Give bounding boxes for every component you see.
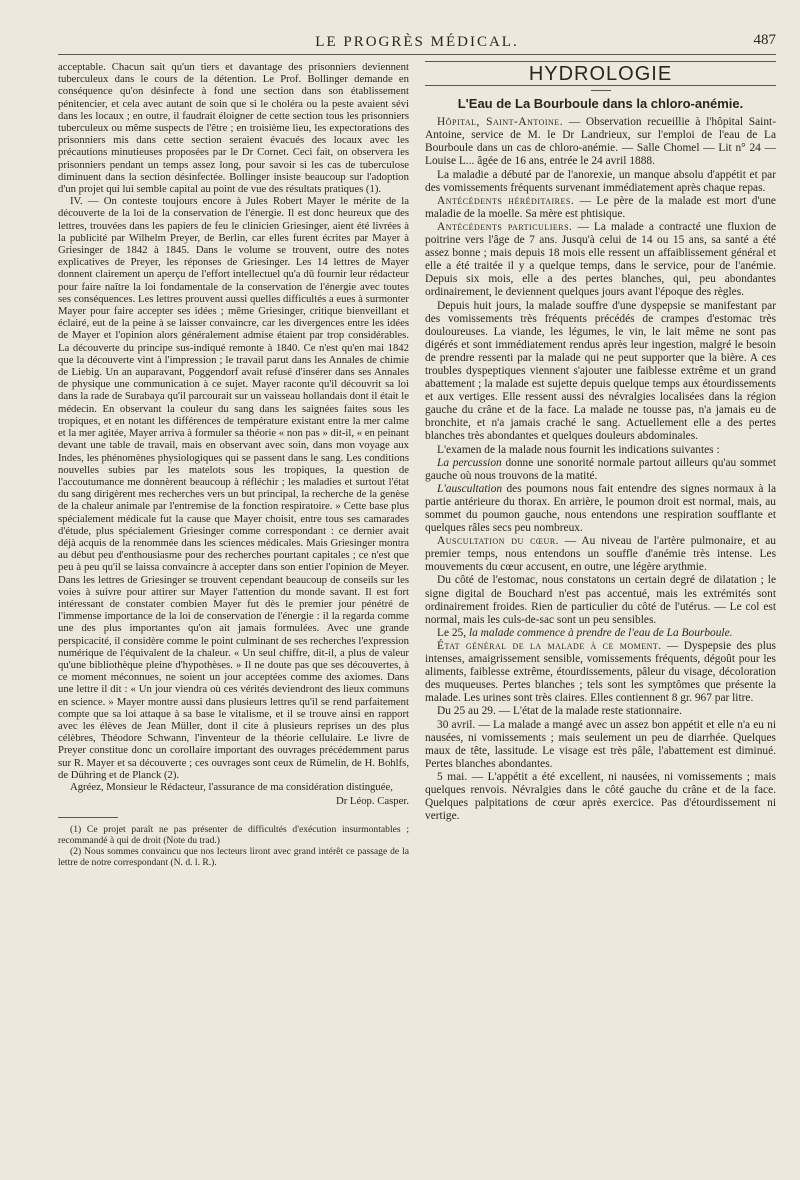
paragraph-percussion — [425, 457, 776, 483]
heading-rule — [591, 90, 611, 91]
paragraph-debut: La maladie a débuté par de l'anorexie, un manque absolu d'appétit et par des vomissements fréquents survenant immédiatement après chaque repas. — [425, 168, 776, 194]
paragraph-particuliers — [425, 221, 776, 300]
intro-text: — Observation recueillie à l'hôpital Saint-Antoine, service de M. le Dr Landrieux, sur l'emploi de l'eau de La Bourboule dans un cas de chloro-anémie. — Salle Chomel — Lit n° 24 — Louise L... âgée de 16 ans, entrée le 24 avril 1888. — [425, 116, 777, 168]
auscultation-text: des poumons nous fait entendre des signes normaux à la partie antérieure du thorax. En arrière, le poumon droit est normal, mais, au sommet du poumon gauche, nous entendons une respiration soufflante et quelques râles secs peu nombreux. — [425, 482, 776, 535]
label-auscultation: L'auscultation — [437, 482, 503, 495]
coeur-text: — Au niveau de l'artère pulmonaire, et au premier temps, nous entendons un souffle d'anémie très intense. Les mouvements du cœur accusent, en outre, une légère arythmie. — [425, 535, 776, 574]
paragraph-examen: L'examen de la malade nous fournit les indications suivantes : — [437, 443, 720, 456]
right-column — [425, 61, 776, 868]
paragraph-huit-jours: Depuis huit jours, la malade souffre d'une dyspepsie se manifestant par des vomissements très fréquents précédés de crampes d'estomac très douloureuses. La viande, les légumes, le vin, le lait même ne sont pas digérés et sont immédiatement rendus après leur ingestion, malgré le besoin de prendre ressenti par la malade qui ne peut supporter que la bière. A ces troubles dyspeptiques viennent s'ajouter une faiblesse extrême et un grand abattement ; la malade est sujette depuis quelque temps aux étourdissements et aux vertiges. Elle ressent aussi des névralgies localisées dans la région gauche du crâne et de la face. La malade ne tousse pas, n'a jamais eu de bronchite, et n'a jamais craché le sang. Actuellement elle a des pertes blanches très abondantes et quelques douleurs abdominales. — [425, 299, 776, 443]
page-number: 487 — [753, 32, 776, 48]
paragraph-le-25 — [425, 627, 776, 640]
paragraph-intro — [425, 116, 776, 168]
paragraph-mayer: IV. — On conteste toujours encore à Jules Robert Mayer le mérite de la découverte de la loi de la conservation de l'énergie. Il est donc heureux que des lettres, trouvées dans les papiers de feu le clinicien Griesinger, aient été livrées à la publicité par Wilhelm Preyer, de Berlin, car elles furent écrites par Mayer à Griesinger de 1842 à 1845. Dans le volume se trouvent, outre des notes explicatives de Preyer, les réponses de Griesinger. Les 14 lettres de Mayer donnent clairement un aperçu de l'effort intellectuel qu'a dû fournir leur rédacteur pour faire naître la loi fondamentale de la conservation de l'énergie avec toutes ses conséquences. Les lettres prouvent aussi quelles difficultés a eues à surmonter Mayer pour faire accepter ses idées ; même Griesinger, critique bienveillant et éclairé, eut de la peine à se laisser convaincre, car les divergences entre les idées de Mayer et l'opinion alors généralement admise étaient par trop considérables. La découverte du principe sus-indiqué remonte à 1840. Ce n'est qu'en mai 1842 que la découverte vint à l'impression ; le travail parut dans les Annales de chimie de Liebig. Un an auparavant, Poggendorf avait refusé d'insérer dans ses Annales de physique une communication à ce sujet. Mayer raconte qu'il découvrit sa loi dans la rade de Surabaya qu'il parcourait sur un vaisseau hollandais dont il était le médecin. En observant la couleur du sang dans les saignées faites sous les tropiques, et en notant les différences de température existant entre la mer calme et la mer agitée, Mayer arriva à formuler sa théorie « non pas » dit-il, « en peinant devant une table de travail, mais en observant avec soin, dans mon voyage aux Indes, les phénomènes physiologiques qui se passent dans le sang. Les conditions nouvelles subies par les matelots sous les tropiques, la question de l'accoutumance me donnèrent beaucoup à réfléchir ; les maladies et surtout l'état du sang dirigèrent mes recherches vers un but principal, la recherche de la genèse de la chaleur animale par l'entremise de la fonction respiratoire. » Cette base plus spécialement médicale fut la cause que Mayer choisit, entre tous ses camarades d'étude, plus spécialement Griesinger comme correspondant : ce dernier avait déjà acquis de la renommée dans les sciences médicales. Mais Griesinger montra au début peu d'enthousiasme pour des recherches pourtant capitales ; ce n'est que peu à peu qu'il se laissa convaincre à accepter dans son entier l'opinion de Meyer. Dans les lettres de Griesinger se trouvent cependant beaucoup de conseils sur les voies à suivre pour attirer sur Mayer l'attention du monde savant. Il est fort intéressant de constater combien Mayer fut dès le premier jour pénétré de l'immense importance de la loi de conservation de l'énergie : il la regarda comme une des plus importantes qu'on ait jamais formulées. Avec une grande perspicacité, il considère comme le point culminant de ses recherches l'expression numérique de l'équivalent de la chaleur. « Un seul chiffre, dit-il, a plus de valeur qu'une bibliothèque pleine d'hypothèses. » Il ne doute pas que ses découvertes, à ce moment méconnues, ne soient un jour acceptées comme des axiomes. Dans une lettre il dit : « Un jour viendra où ces vérités deviendront des lieux communs en science. » Mayer montre aussi dans plusieurs lettres qu'il se rend parfaitement compte que sa loi attaque à sa base le vitalisme, et il se trouve ainsi en rapport avec les élèves de Jean Müller, dont il cite à plusieurs reprises un des plus célèbres, Théodore Schwann, l'inventeur de la théorie cellulaire. Le livre de Preyer constitue donc un corollaire important des ouvrages précédemment parus sur R. Mayer et sa découverte ; ces ouvrages sont ceux de Rümelin, de H. Bohlfs, de Dühring et de Planck (2). — [58, 195, 409, 781]
running-title: LE PROGRÈS MÉDICAL. — [315, 34, 519, 50]
etat-general-text: — Dyspepsie des plus intenses, amaigrissement sensible, vomissements fréquents, dégoût pour les aliments, faiblesse extrême, étourdissements, pâleur du visage, décoloration des muqueuses. Pertes blanches ; tels sont les symptômes que présente la malade. Les urines sont très claires. Elles contiennent 8 gr. 967 par litre. — [425, 639, 776, 705]
paragraph-prisoners: acceptable. Chacun sait qu'un tiers et davantage des prisonniers deviennent tuberculeux dans le cours de la détention. Le Prof. Bollinger demande en conséquence qu'on désinfecte à fond une section dans son établissement pénitencier, et cela avec autant de soin que si le choléra ou la peste avaient sévi dans les locaux ; en outre, il faudrait éloigner de cette section tous les prisonniers tuberculeux ou même suspects de l'être ; en troisième lieu, les expectorations des prisonniers mis dans cette section seraient évacués des locaux avec les précautions minutieuses proposées par le Dr Cornet. Ceci fait, on observera les prisonniers pendant un temps assez long, pour savoir si les cas de tuberculose diminuent dans la section désinfectée. Bollinger insiste beaucoup sur l'adoption d'un projet qui lui semble capital au point de vue des résultats pratiques (1). — [58, 61, 409, 196]
label-percussion: La percussion — [437, 456, 502, 469]
paragraph-coeur — [425, 535, 776, 574]
paragraph-hereditaires — [425, 195, 776, 221]
label-coeur: Auscultation du cœur. — [437, 535, 560, 548]
hereditaires-text: — Le père de la malade est mort d'une maladie de la moelle. Sa mère est phtisique. — [425, 194, 776, 220]
le25-date: Le 25, — [437, 626, 467, 639]
paragraph-du-25-au-29: Du 25 au 29. — L'état de la malade reste stationnaire. — [437, 705, 682, 718]
two-column-body — [58, 61, 776, 868]
footnote-2: (2) Nous sommes convaincu que nos lecteurs liront avec grand intérêt ce passage de la lettre de notre correspondant (N. d. l. R.). — [58, 846, 409, 869]
footnote-1: (1) Ce projet paraît ne pas présenter de difficultés d'exécution insurmontables ; recommandé à qui de droit (Note du trad.) — [58, 824, 409, 847]
particuliers-text: — La malade a contracté une fluxion de poitrine vers l'âge de 7 ans. Jusqu'à celui de 14 ou 15 ans, sa santé a été assez bonne ; mais depuis 18 mois elle ressent un affaiblissement général et elle a été traitée il y a quelque temps, dans le service, pour de l'anémie. Depuis six mois, elle a des pertes blanches, qui, peu abondantes ordinairement, le deviennent quelques jours avant l'époque des règles. — [425, 220, 776, 299]
section-heading: HYDROLOGIE — [425, 61, 776, 86]
signature: Dr Léop. Casper. — [335, 795, 409, 808]
paragraph-30-avril: 30 avril. — La malade a mangé avec un assez bon appétit et elle n'a eu ni nausées, ni vomissements ; mais seulement un peu de diarrhée. Quelques maux de tête, lassitude. Le visage est très pâle, l'abattement est diminué. Pertes blanches abondantes. — [425, 718, 776, 770]
label-hereditaires: Antécédents héréditaires. — [437, 194, 575, 207]
label-hopital: Hôpital, Saint-Antoine. — [437, 116, 564, 129]
paragraph-estomac: Du côté de l'estomac, nous constatons un certain degré de dilatation ; le signe digital de Bouchard n'est pas accentué, mais les extrémités sont ordinairement froides. Rien de particulier du côté de l'utérus. — Le col est normal, mais les culs-de-sac sont un peu sensibles. — [425, 574, 776, 626]
paragraph-5-mai: 5 mai. — L'appétit a été excellent, ni nausées, ni vomissements ; mais quelques renvois. Névralgies dans le côté gauche du crâne et de la face. Quelques palpitations de cœur après exercice. Pas d'étourdissement ni vertige. — [425, 770, 776, 823]
label-particuliers: Antécédents particuliers. — [437, 220, 573, 233]
footnote-separator — [58, 817, 118, 818]
paragraph-etat-general — [425, 640, 776, 705]
paragraph-auscultation — [425, 483, 776, 535]
running-header — [58, 30, 776, 55]
paragraph-closing: Agréez, Monsieur le Rédacteur, l'assurance de ma considération distinguée, — [70, 780, 393, 793]
article-title: L'Eau de La Bourboule dans la chloro-anémie. — [457, 96, 744, 112]
percussion-text: donne une sonorité normale partout ailleurs qu'au sommet gauche où nous trouvons de la matité. — [425, 456, 777, 482]
label-etat-general: État général de la malade à ce moment. — [437, 639, 662, 652]
left-column — [58, 61, 409, 868]
le25-text: la malade commence à prendre de l'eau de La Bourboule. — [466, 626, 733, 639]
